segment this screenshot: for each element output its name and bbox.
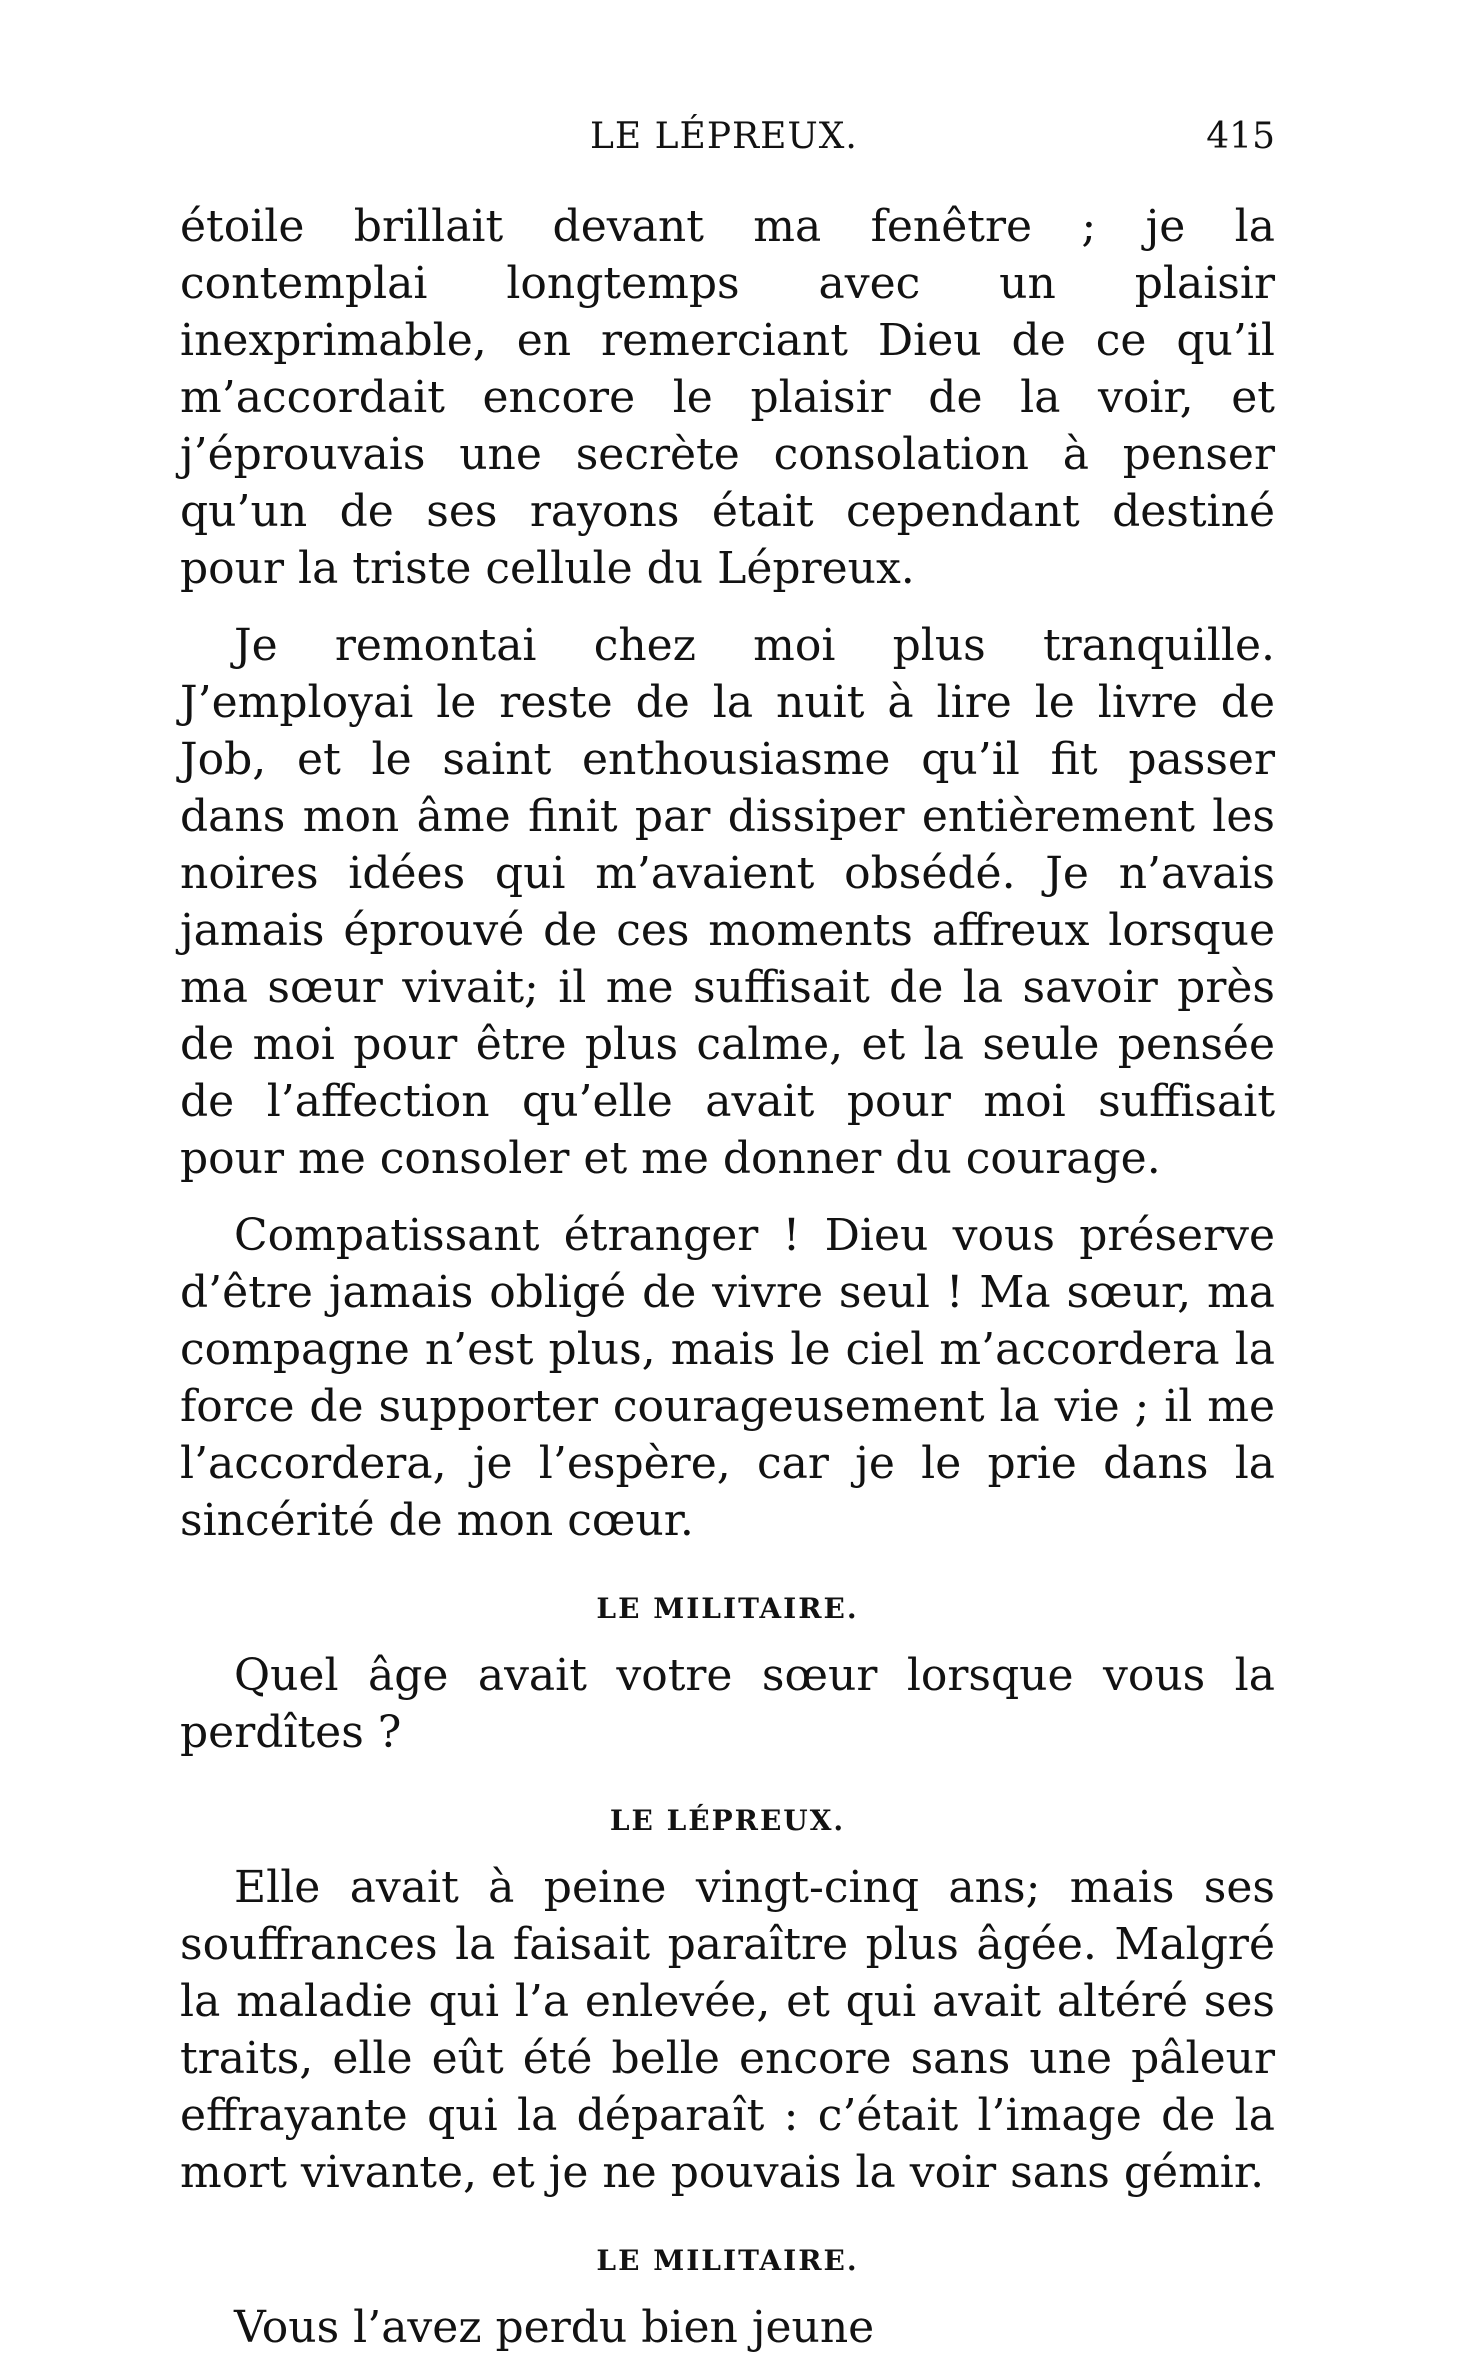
speaker-heading-militaire-2: LE MILITAIRE. [596,2244,859,2277]
running-head [180,116,1275,176]
paragraph-2: Je remontai chez moi plus tranquille. J’employai le reste de la nuit à lire le livre de Job, et le saint enthousiasme qu’il fit passer dans mon âme finit par dissiper entièrement les noires idées qui m’avaient obsédé. Je n’avais jamais éprouvé de ces moments affreux lorsque ma sœur vivait; il me suffisait de la savoir près de moi pour être plus calme, et la seule pensée de l’affection qu’elle avait pour moi suffisait pour me consoler et me donner du courage. [180,620,1275,1184]
dialogue-line-1: Quel âge avait votre sœur lorsque vous la perdîtes ? [180,1650,1275,1758]
dialogue-line-3: Vous l’avez perdu bien jeune [234,2302,875,2353]
paragraph-1: étoile brillait devant ma fenêtre ; je la contemplai longtemps avec un plaisir inexprimable, en remerciant Dieu de ce qu’il m’accordait encore le plaisir de la voir, et j’éprouvais une secrète consolation à penser qu’un de ses rayons était cependant destiné pour la triste cellule du Lépreux. [180,201,1275,594]
running-title: LE LÉPREUX. [590,116,858,157]
speaker-heading-militaire-1: LE MILITAIRE. [596,1592,859,1625]
page-number: 415 [1206,116,1275,157]
paragraph-3: Compatissant étranger ! Dieu vous préserve d’être jamais obligé de vivre seul ! Ma sœur, ma compagne n’est plus, mais le ciel m’accordera la force de supporter courageusement la vie ; il me l’accordera, je l’espère, car je le prie dans la sincérité de mon cœur. [180,1210,1275,1546]
text-block [180,198,1275,2376]
dialogue-line-2: Elle avait à peine vingt-cinq ans; mais ses souffrances la faisait paraître plus âgée. Malgré la maladie qui l’a enlevée, et qui avait altéré ses traits, elle eût été belle encore sans une pâleur effrayante qui la déparaît : c’était l’image de la mort vivante, et je ne pouvais la voir sans gémir. [180,1862,1275,2198]
speaker-heading-lepreux: LE LÉPREUX. [609,1804,846,1837]
